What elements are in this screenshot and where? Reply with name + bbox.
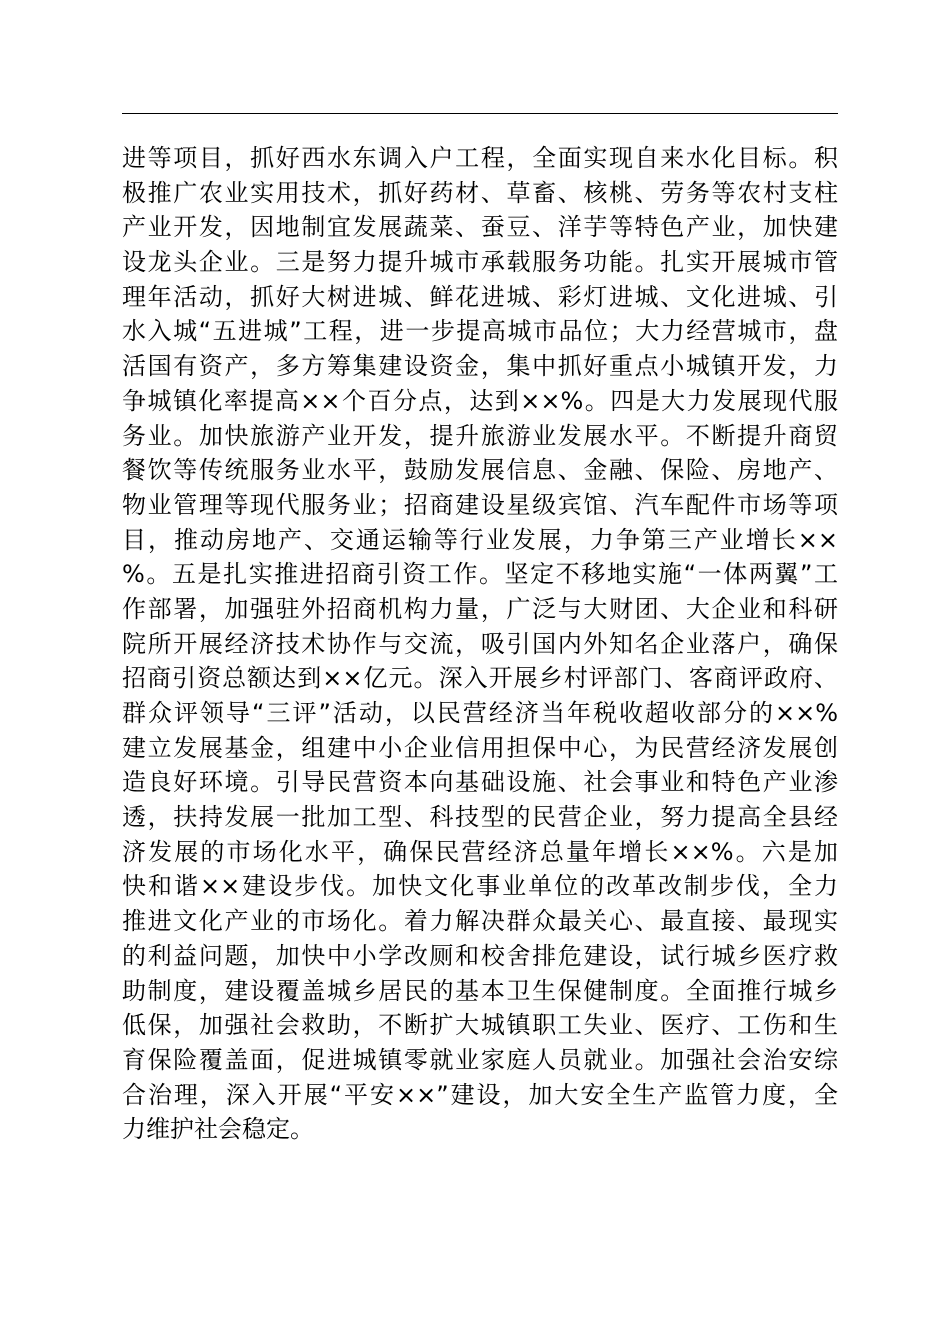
- text-line-20: 透，扶持发展一批加工型、科技型的民营企业，努力提高全县经: [122, 803, 838, 832]
- header-rule: [122, 113, 838, 114]
- text-line-25: 助制度，建设覆盖城乡居民的基本卫生保健制度。全面推行城乡: [122, 976, 838, 1005]
- text-line-29: 力维护社会稳定。: [122, 1115, 314, 1144]
- text-line-26: 低保，加强社会救助，不断扩大城镇职工失业、医疗、工伤和生: [122, 1011, 838, 1040]
- text-line-10: 餐饮等传统服务业水平，鼓励发展信息、金融、保险、房地产、: [122, 456, 838, 485]
- text-line-9: 务业。加快旅游产业开发，提升旅游业发展水平。不断提升商贸: [122, 421, 838, 450]
- text-line-22: 快和谐××建设步伐。加快文化事业单位的改革改制步伐，全力: [122, 872, 838, 901]
- text-line-3: 产业开发，因地制宜发展蔬菜、蚕豆、洋芋等特色产业，加快建: [122, 213, 838, 242]
- text-line-24: 的利益问题，加快中小学改厕和校舍排危建设，试行城乡医疗救: [122, 941, 838, 970]
- body-paragraph: [122, 141, 838, 1147]
- text-line-1: 进等项目，抓好西水东调入户工程，全面实现自来水化目标。积: [122, 144, 838, 172]
- text-line-8: 争城镇化率提高××个百分点，达到××%。四是大力发展现代服: [122, 386, 838, 415]
- text-line-7: 活国有资产，多方筹集建设资金，集中抓好重点小城镇开发，力: [122, 352, 838, 381]
- text-line-16: 招商引资总额达到××亿元。深入开展乡村评部门、客商评政府、: [122, 664, 838, 693]
- text-line-17: 群众评领导“三评”活动，以民营经济当年税收超收部分的××%: [122, 699, 838, 727]
- text-line-21: 济发展的市场化水平，确保民营经济总量年增长××%。六是加: [122, 837, 838, 866]
- text-line-18: 建立发展基金，组建中小企业信用担保中心，为民营经济发展创: [122, 733, 838, 762]
- text-line-13: %。五是扎实推进招商引资工作。坚定不移地实施“一体两翼”工: [122, 560, 838, 589]
- text-line-12: 目，推动房地产、交通运输等行业发展，力争第三产业增长××: [122, 525, 838, 554]
- text-line-5: 理年活动，抓好大树进城、鲜花进城、彩灯进城、文化进城、引: [122, 282, 838, 311]
- text-line-11: 物业管理等现代服务业；招商建设星级宾馆、汽车配件市场等项: [122, 490, 838, 519]
- text-line-28: 合治理，深入开展“平安××”建设，加大安全生产监管力度，全: [122, 1080, 838, 1109]
- text-line-23: 推进文化产业的市场化。着力解决群众最关心、最直接、最现实: [122, 907, 838, 936]
- text-line-15: 院所开展经济技术协作与交流，吸引国内外知名企业落户，确保: [122, 629, 838, 658]
- text-line-14: 作部署，加强驻外招商机构力量，广泛与大财团、大企业和科研: [122, 594, 838, 623]
- text-line-19: 造良好环境。引导民营资本向基础设施、社会事业和特色产业渗: [122, 768, 838, 797]
- text-line-2: 极推广农业实用技术，抓好药材、草畜、核桃、劳务等农村支柱: [122, 178, 838, 207]
- text-line-4: 设龙头企业。三是努力提升城市承载服务功能。扎实开展城市管: [122, 248, 838, 277]
- text-line-27: 育保险覆盖面，促进城镇零就业家庭人员就业。加强社会治安综: [122, 1045, 838, 1074]
- text-line-6: 水入城“五进城”工程，进一步提高城市品位；大力经营城市，盘: [122, 317, 838, 346]
